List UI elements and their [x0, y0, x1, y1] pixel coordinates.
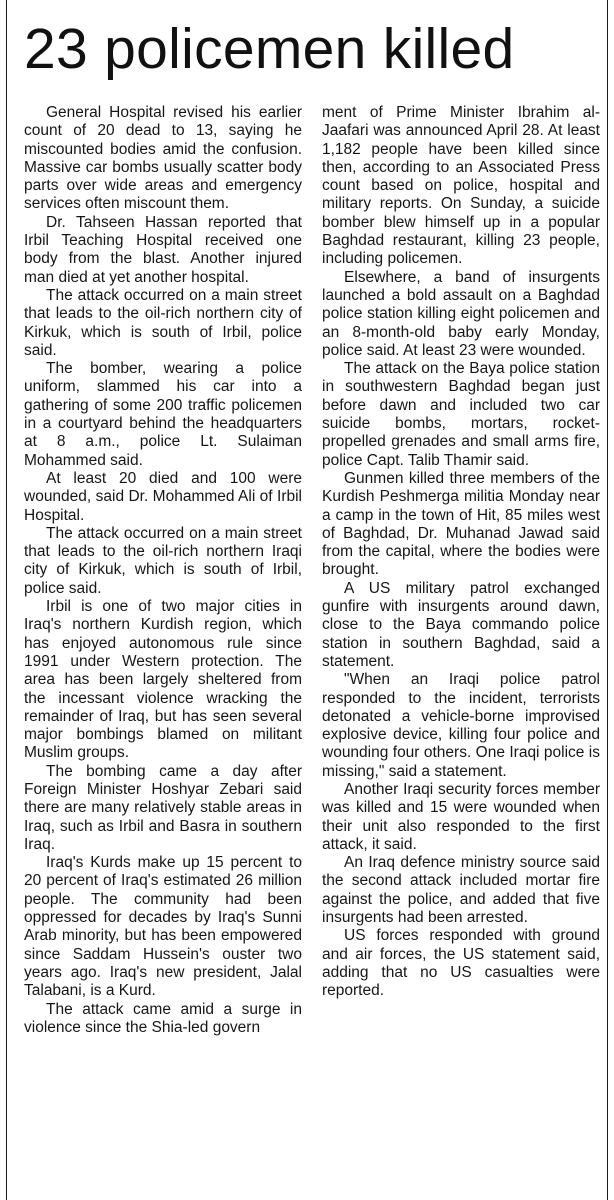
article-column-left	[24, 104, 302, 1037]
paragraph-continued: ment of Prime Minister Ibrahim al-Jaafari was announced April 28. At least 1,182 people have been killed since then, according to an Associated Press count based on police, hospital and military reports. On Sunday, a suicide bomber blew himself up in a popular Baghdad restaurant, killing 23 people, including policemen.	[322, 104, 600, 268]
headline: 23 policemen killed	[24, 17, 515, 81]
column-rule-left	[6, 0, 7, 1200]
paragraph: The attack occurred on a main street that leads to the oil-rich northern city of Kirkuk, which is south of Irbil, police said.	[24, 286, 302, 359]
paragraph: Irbil is one of two major cities in Iraq's northern Kurdish region, which has enjoyed autonomous rule since 1991 under Western protection. The area has been largely sheltered from the incessant violence wracking the remainder of Iraq, but has seen several major bombings blamed on militant Muslim groups.	[24, 598, 302, 762]
paragraph: US forces responded with ground and air forces, the US statement said, adding that no US casualties were reported.	[322, 927, 600, 1000]
paragraph: A US military patrol exchanged gunfire with insurgents around dawn, close to the Baya commando police station in southern Baghdad, said a statement.	[322, 579, 600, 670]
paragraph: Dr. Tahseen Hassan reported that Irbil Teaching Hospital received one body from the blast. Another injured man died at yet another hospital.	[24, 213, 302, 286]
paragraph: The bomber, wearing a police uniform, slammed his car into a gathering of some 200 traffic policemen in a courtyard behind the headquarters at 8 a.m., police Lt. Sulaiman Mohammed said.	[24, 360, 302, 469]
paragraph: The attack on the Baya police station in southwestern Baghdad began just before dawn and included two car suicide bombs, mortars, rocket-propelled grenades and small arms fire, police Capt. Talib Thamir said.	[322, 360, 600, 469]
paragraph: The attack occurred on a main street that leads to the oil-rich northern Iraqi city of Kirkuk, which is south of Irbil, police said.	[24, 524, 302, 597]
paragraph: At least 20 died and 100 were wounded, said Dr. Mohammed Ali of Irbil Hospital.	[24, 469, 302, 524]
paragraph: The bombing came a day after Foreign Minister Hoshyar Zebari said there are many relatively stable areas in Iraq, such as Irbil and Basra in southern Iraq.	[24, 762, 302, 853]
column-rule-right	[607, 0, 608, 1200]
paragraph: Another Iraqi security forces member was killed and 15 were wounded when their unit also responded to the first attack, it said.	[322, 780, 600, 853]
paragraph: Gunmen killed three members of the Kurdish Peshmerga militia Monday near a camp in the town of Hit, 85 miles west of Baghdad, Dr. Muhanad Jawad said from the capital, where the bodies were brought.	[322, 469, 600, 579]
paragraph: General Hospital revised his earlier count of 20 dead to 13, saying he miscounted bodies amid the confusion. Massive car bombs usually scatter body parts over wide areas and emergency services often miscount them.	[24, 104, 302, 213]
paragraph: Elsewhere, a band of insurgents launched a bold assault on a Baghdad police station killing eight policemen and an 8-month-old baby early Monday, police said. At least 23 were wounded.	[322, 268, 600, 359]
paragraph: Iraq's Kurds make up 15 percent to 20 percent of Iraq's estimated 26 million people. The community had been oppressed for decades by Iraq's Sunni Arab minority, but has been empowered since Saddam Hussein's ouster two years ago. Iraq's new president, Jalal Talabani, is a Kurd.	[24, 854, 302, 1000]
paragraph: "When an Iraqi police patrol responded to the incident, terrorists detonated a vehicle-borne improvised explosive device, killing four police and wounding four others. One Iraqi police is missing," said a statement.	[322, 671, 600, 780]
paragraph: The attack came amid a surge in violence since the Shia-led govern	[24, 1000, 302, 1036]
paragraph: An Iraq defence ministry source said the second attack included mortar fire against the police, and added that five insurgents had been arrested.	[322, 854, 600, 927]
article-column-right	[322, 104, 600, 1001]
